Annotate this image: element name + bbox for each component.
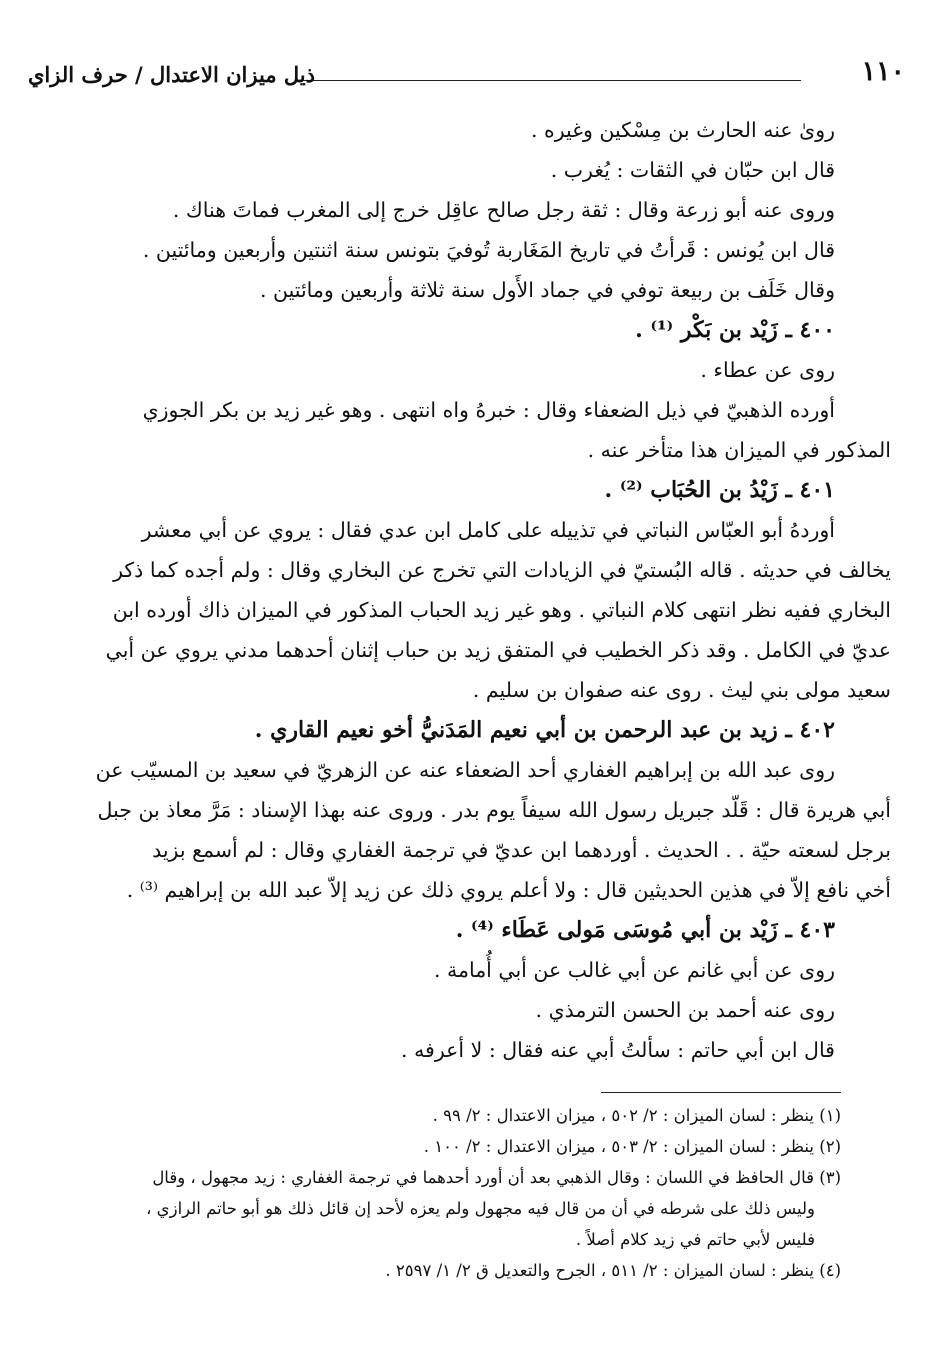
text-line: المذكور في الميزان هذا متأخر عنه . bbox=[587, 438, 891, 462]
main-text bbox=[28, 110, 891, 1070]
header-rule bbox=[296, 80, 801, 81]
footnote: (٣) قال الحافظ في اللسان : وقال الذهبي بعد أن أورد أحدهما في ترجمة الغفاري : زيد مجهول ، وقال bbox=[152, 1168, 841, 1187]
text-line: قال ابن أبي حاتم : سألتُ أبي عنه فقال : لا أعرفه . bbox=[401, 1038, 835, 1062]
page-header bbox=[28, 56, 905, 92]
page-number: ١١٠ bbox=[861, 56, 905, 87]
text-line: روى عنه أحمد بن الحسن الترمذي . bbox=[535, 998, 835, 1022]
entry-heading-401: ٤٠١ ـ زَيْدُ بن الحُبَاب ⁽²⁾ . bbox=[604, 477, 835, 503]
text-line: روى عن أبي غانم عن أبي غالب عن أبي أُمامة . bbox=[433, 958, 835, 982]
text-line: قال ابن حبّان في الثقات : يُغرب . bbox=[550, 158, 835, 182]
text-line: أورده الذهبيّ في ذيل الضعفاء وقال : خبرهُ واه انتهى . وهو غير زيد بن بكر الجوزي bbox=[142, 398, 835, 422]
text-line: البخاري ففيه نظر انتهى كلام النباتي . وهو غير زيد الحباب المذكور في الميزان ذاك أورده ابن bbox=[112, 598, 891, 622]
text-line: أخي نافع إلاّ في هذين الحديثين قال : ولا أعلم يروي ذلك عن زيد إلاّ عبد الله بن إبراهيم ⁽³⁾ . bbox=[126, 878, 891, 902]
footnote: (٤) ينظر : لسان الميزان : ٢/ ٥١١ ، الجرح والتعديل ق ٢/ ١/ ٢٥٩٧ . bbox=[385, 1261, 841, 1280]
text-line: أوردهُ أبو العبّاس النباتي في تذييله على كامل ابن عدي فقال : يروي عن أبي معشر bbox=[141, 518, 835, 542]
footnotes bbox=[60, 1100, 841, 1286]
text-line: وقال خَلَف بن ربيعة توفي في جماد الأَول سنة ثلاثة وأربعين ومائتين . bbox=[259, 278, 835, 302]
running-title: ذيل ميزان الاعتدال / حرف الزاي bbox=[28, 62, 315, 87]
text-line: برجل لسعته حيّة . . الحديث . أوردهما ابن عديّ في ترجمة الغفاري وقال : لم أسمع بزيد bbox=[152, 838, 891, 862]
text-line: عديّ في الكامل . وقد ذكر الخطيب في المتفق زيد بن حباب إثنان أحدهما مدني يروي عن أبي bbox=[105, 638, 891, 662]
text-line: سعيد مولى بني ليث . روى عنه صفوان بن سليم . bbox=[472, 678, 891, 702]
text-line: يخالف في حديثه . قاله البُستيّ في الزيادات التي تخرج عن البخاري وقال : ولم أجده كما ذكر bbox=[113, 558, 891, 582]
footnote-separator bbox=[601, 1092, 841, 1093]
footnote-continuation: فليس لأبي حاتم في زيد كلام أصلاً . bbox=[575, 1230, 815, 1249]
footnote: (١) ينظر : لسان الميزان : ٢/ ٥٠٢ ، ميزان الاعتدال : ٢/ ٩٩ . bbox=[432, 1106, 841, 1125]
footnote-continuation: وليس ذلك على شرطه في أن من قال فيه مجهول ولم يعزه لأحد إن قائل ذلك هو أبو حاتم الرازي ، bbox=[146, 1199, 815, 1218]
entry-heading-402: ٤٠٢ ـ زيد بن عبد الرحمن بن أبي نعيم المَدَنيُّ أخو نعيم القاري . bbox=[254, 717, 835, 743]
text-line: رویٰ عنه الحارث بن مِسْكين وغيره . bbox=[530, 118, 835, 142]
text-line: أبي هريرة قال : قَلّد جبريل رسول الله سيفاً يوم بدر . وروى عنه بهذا الإسناد : مَرَّ معاذ بن جبل bbox=[97, 798, 891, 822]
text-line: وروى عنه أبو زرعة وقال : ثقة رجل صالح عاقِل خرج إلى المغرب فماتَ هناك . bbox=[172, 198, 835, 222]
text-line: روى عبد الله بن إبراهيم الغفاري أحد الضعفاء عنه عن الزهريّ في سعيد بن المسيّب عن bbox=[95, 758, 835, 782]
entry-heading-400: ٤٠٠ ـ زَيْد بن بَكْر ⁽¹⁾ . bbox=[635, 317, 835, 343]
text-line: روى عن عطاء . bbox=[700, 358, 835, 382]
text-line: قال ابن يُونس : قَرأتُ في تاريخ المَغَاربة تُوفيَ بتونس سنة اثنتين وأربعين ومائتين . bbox=[142, 238, 835, 262]
entry-heading-403: ٤٠٣ ـ زَيْد بن أبي مُوسَى مَولى عَطَاء ⁽⁴⁾ . bbox=[455, 917, 835, 943]
footnote: (٢) ينظر : لسان الميزان : ٢/ ٥٠٣ ، ميزان الاعتدال : ٢/ ١٠٠ . bbox=[423, 1137, 841, 1156]
